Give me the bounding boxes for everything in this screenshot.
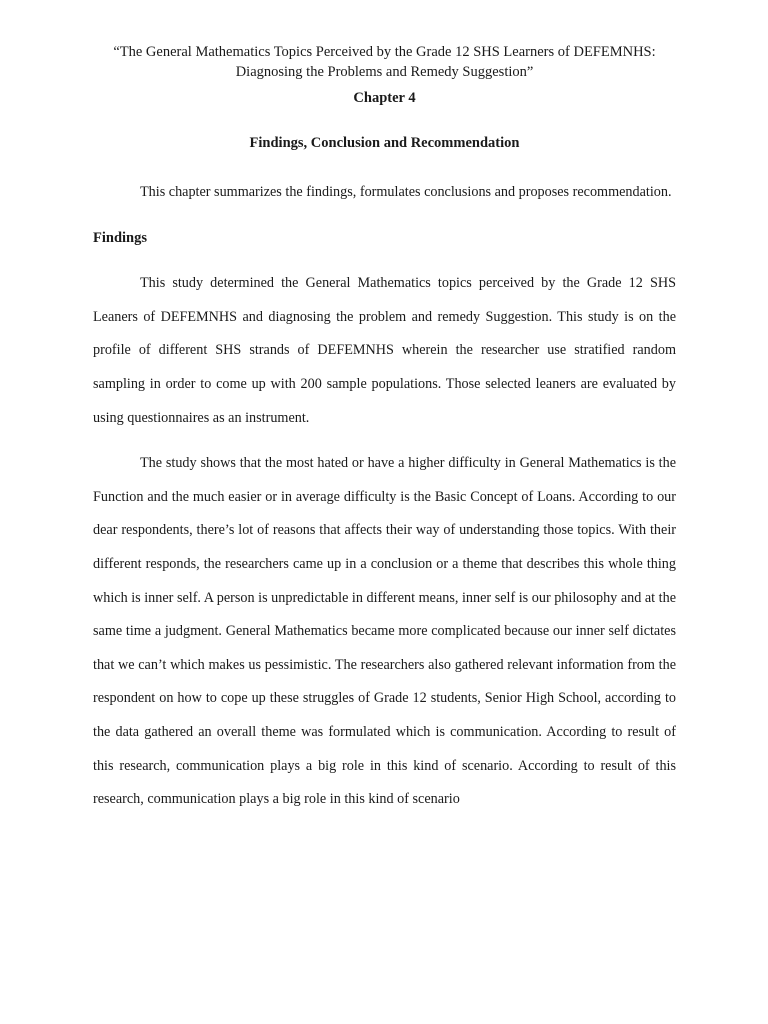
body-paragraph: This study determined the General Mathematics topics perceived by the Grade 12 SHS Leaners of DEFEMNHS and diagnosing the problem and remedy Suggestion. This study is on the profile of different SHS strands of DEFEMNHS wherein the researcher use stratified random sampling in order to come up with 200 sample populations. Those selected leaners are evaluated by using questionnaires as an instrument. [93,275,676,426]
chapter-title: Findings, Conclusion and Recommendation [249,135,520,151]
section-heading-findings: Findings [93,229,147,246]
running-header [93,42,676,82]
chapter-number: Chapter 4 [353,90,416,106]
running-header-line-1: “The General Mathematics Topics Perceived by the Grade 12 SHS Learners of DEFEMNHS: [113,44,656,60]
intro-paragraph: This chapter summarizes the findings, formulates conclusions and proposes recommendation. [140,184,672,200]
running-header-line-2: Diagnosing the Problems and Remedy Suggestion” [235,64,534,80]
body-paragraph: The study shows that the most hated or have a higher difficulty in General Mathematics is the Function and the much easier or in average difficulty is the Basic Concept of Loans. According to our dear respondents, there’s lot of reasons that affects their way of understanding those topics. With their different responds, the researchers came up in a conclusion or a theme that describes this whole thing which is inner self. A person is unpredictable in different means, inner self is our philosophy and at the same time a judgment. General Mathematics became more complicated because our inner self dictates that we can’t which makes us pessimistic. The researchers also gathered relevant information from the respondent on how to cope up these struggles of Grade 12 students, Senior High School, according to the data gathered an overall theme was formulated which is communication. According to result of this research, communication plays a big role in this kind of scenario. According to result of this research, communication plays a big role in this kind of scenario [93,455,676,808]
